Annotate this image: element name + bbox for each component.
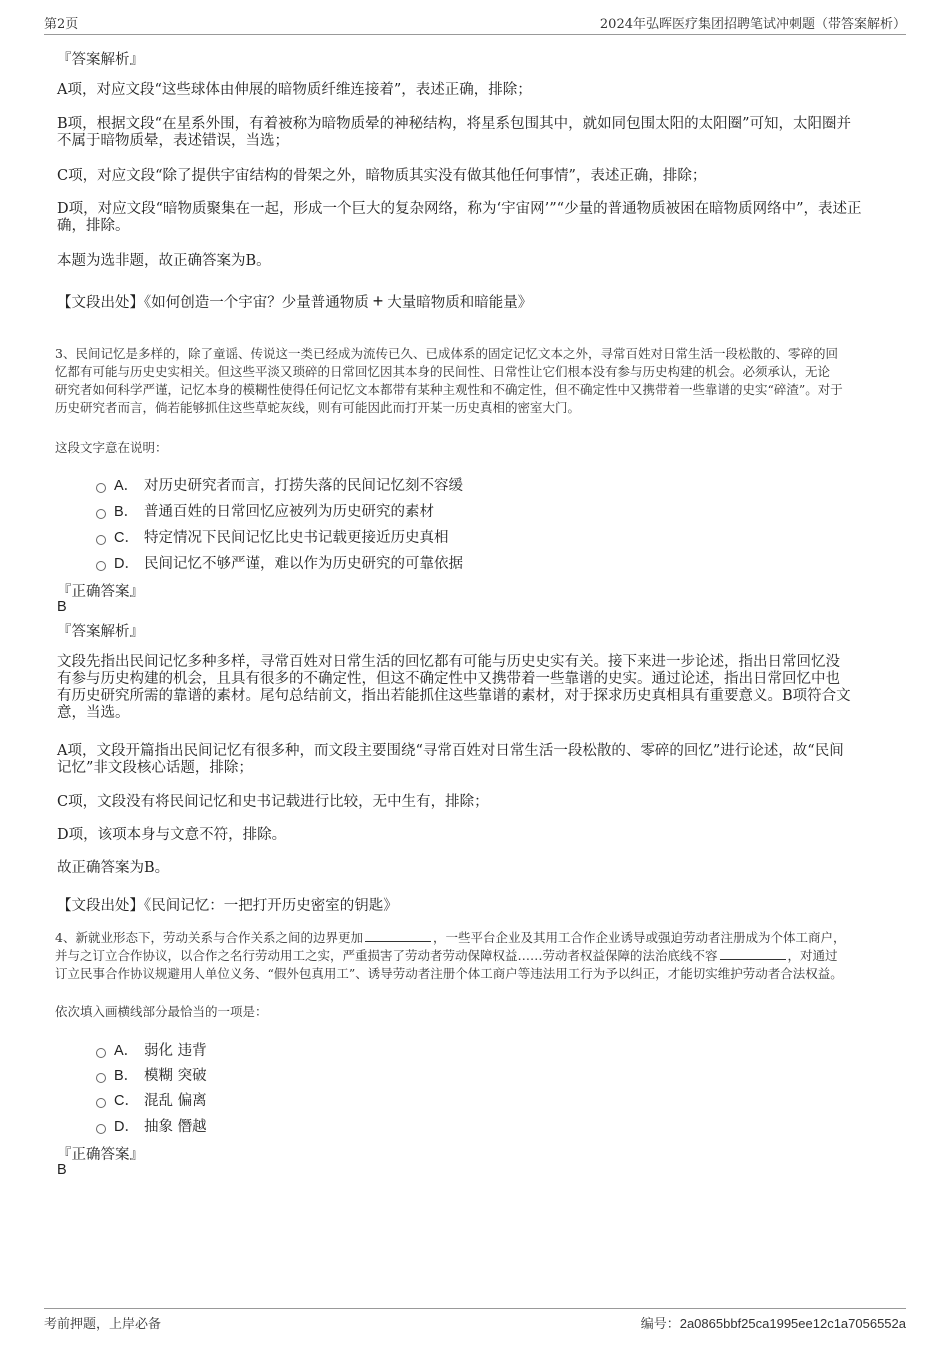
page-footer	[44, 1308, 906, 1332]
option-text: 模糊 突破	[144, 1068, 207, 1084]
radio-button[interactable]	[96, 535, 106, 545]
analysis-option-a	[57, 743, 897, 777]
fill-blank	[720, 947, 786, 960]
page-number: 第2页	[44, 17, 79, 32]
source-label: 【文段出处】	[57, 295, 144, 311]
option-letter: D．	[114, 1119, 139, 1135]
analysis-line: D项，对应文段“暗物质聚集在一起，形成一个巨大的复杂网络，称为‘宇宙网’”“少量的普通物质被困在暗物质网络中”，表述正	[57, 201, 862, 217]
option-letter: A．	[114, 1043, 139, 1059]
radio-button[interactable]	[96, 483, 106, 493]
source-title: 《民间记忆：一把打开历史密室的钥匙》	[144, 898, 398, 914]
page-header	[44, 14, 906, 35]
option-text: 特定情况下民间记忆比史书记载更接近历史真相	[144, 530, 449, 546]
radio-button[interactable]	[96, 509, 106, 519]
analysis-line: 记忆”非文段核心话题，排除；	[57, 760, 253, 776]
document-id-label: 编号：	[640, 1317, 680, 1332]
passage-line	[55, 947, 900, 965]
option-text: 弱化 违背	[144, 1043, 207, 1059]
question-4-option-b[interactable]	[96, 1064, 207, 1085]
option-text: 抽象 僭越	[144, 1119, 207, 1135]
passage-text: 并与之订立合作协议，以合作之名行劳动用工之实，严重损害了劳动者劳动保障权益……劳动者权益保障的法治底线不容	[55, 948, 718, 963]
document-id	[641, 1313, 906, 1332]
source-plus: +	[372, 291, 384, 311]
fill-blank	[365, 929, 431, 942]
analysis-conclusion: 本题为选非题，故正确答案为B。	[57, 253, 271, 269]
analysis-title: 『答案解析』	[57, 52, 144, 68]
question-3-prompt: 这段文字意在说明：	[55, 440, 168, 455]
option-text: 普通百姓的日常回忆应被列为历史研究的素材	[144, 504, 434, 520]
passage-text: ，一些平台企业及其用工合作企业诱导或强迫劳动者注册成为个体工商户，	[432, 930, 846, 945]
source-label: 【文段出处】	[57, 898, 144, 914]
correct-answer-title: 『正确答案』	[57, 1147, 144, 1163]
question-4-option-a[interactable]	[96, 1039, 207, 1060]
analysis-line: 确，排除。	[57, 218, 130, 234]
analysis-line: 意，当选。	[57, 705, 130, 721]
passage-line: 研究者如何科学严谨，记忆本身的模糊性使得任何记忆文本都带有某种主观性和不确定性，但不确定性中又携带着一些靠谱的史实“碎渣”。对于	[55, 382, 843, 397]
document-title: 2024年弘晖医疗集团招聘笔试冲刺题（带答案解析）	[599, 17, 906, 32]
question-3-option-c[interactable]	[96, 526, 449, 547]
passage-text: ，对通过	[787, 948, 838, 963]
radio-button[interactable]	[96, 1124, 106, 1134]
question-4-passage	[55, 929, 900, 983]
document-id-value: 2a0865bbf25ca1995ee12c1a7056552a	[679, 1316, 906, 1331]
option-text: 混乱 偏离	[144, 1093, 207, 1109]
option-letter: B．	[114, 504, 139, 520]
passage-line: 历史研究者而言，倘若能够抓住这些草蛇灰线，则有可能因此而打开某一历史真相的密室大门。	[55, 400, 581, 415]
question-4-option-c[interactable]	[96, 1089, 207, 1110]
question-4-prompt: 依次填入画横线部分最恰当的一项是：	[55, 1004, 268, 1019]
correct-answer: B	[57, 599, 67, 615]
option-letter: C．	[114, 1093, 139, 1109]
question-3-option-b[interactable]	[96, 500, 434, 521]
question-3-option-a[interactable]	[96, 474, 463, 495]
option-letter: C．	[114, 530, 139, 546]
passage-line: 订立民事合作协议规避用人单位义务、“假外包真用工”、诱导劳动者注册个体工商户等违法用工行为予以纠正，才能切实维护劳动者合法权益。	[55, 966, 843, 981]
passage-line	[55, 929, 900, 947]
analysis-option-d: D项，该项本身与文意不符，排除。	[57, 827, 287, 843]
passage-source	[57, 291, 532, 312]
source-title-part2: 大量暗物质和暗能量》	[387, 295, 533, 311]
analysis-line: B项，根据文段“在星系外围，有着被称为暗物质晕的神秘结构，将星系包围其中，就如同包围太阳的太阳圈”可知，太阳圈并	[57, 116, 851, 132]
option-letter: D．	[114, 556, 139, 572]
radio-button[interactable]	[96, 1098, 106, 1108]
analysis-conclusion: 故正确答案为B。	[57, 860, 170, 876]
radio-button[interactable]	[96, 1073, 106, 1083]
source-title-part1: 《如何创造一个宇宙？少量普通物质	[144, 295, 369, 311]
analysis-line: 有历史研究所需的靠谱的素材。尾句总结前文，指出若能抓住这些靠谱的素材，对于探求历史真相具有重要意义。B项符合文	[57, 688, 851, 704]
correct-answer-title: 『正确答案』	[57, 584, 144, 600]
correct-answer: B	[57, 1162, 67, 1178]
passage-line: 3、民间记忆是多样的，除了童谣、传说这一类已经成为流传已久、已成体系的固定记忆文本之外，寻常百姓对日常生活一段松散的、零碎的回	[55, 346, 838, 361]
analysis-line: 文段先指出民间记忆多种多样，寻常百姓对日常生活的回忆都有可能与历史史实有关。接下来进一步论述，指出日常回忆没	[57, 654, 840, 670]
question-4-option-d[interactable]	[96, 1115, 207, 1136]
question-3-passage	[55, 345, 900, 417]
option-text: 民间记忆不够严谨，难以作为历史研究的可靠依据	[144, 556, 463, 572]
analysis-line: 不属于暗物质晕，表述错误，当选；	[57, 133, 289, 149]
analysis-option-a: A项，对应文段“这些球体由伸展的暗物质纤维连接着”，表述正确，排除；	[57, 82, 532, 98]
analysis-option-d	[57, 201, 897, 235]
option-text: 对历史研究者而言，打捞失落的民间记忆刻不容缓	[144, 478, 463, 494]
analysis-option-c: C项，对应文段“除了提供宇宙结构的骨架之外，暗物质其实没有做其他任何事情”，表述正确，排除；	[57, 168, 707, 184]
passage-line: 忆都有可能与历史史实相关。但这些平淡又琐碎的日常回忆因其本身的民间性、日常性让它们根本没有参与历史构建的机会。必须承认，无论	[55, 364, 831, 379]
radio-button[interactable]	[96, 1048, 106, 1058]
analysis-line: A项，文段开篇指出民间记忆有很多种，而文段主要围绕“寻常百姓对日常生活一段松散的、零碎的回忆”进行论述，故“民间	[57, 743, 844, 759]
analysis-title: 『答案解析』	[57, 624, 144, 640]
analysis-option-b	[57, 116, 897, 150]
passage-source	[57, 894, 398, 915]
radio-button[interactable]	[96, 561, 106, 571]
passage-text: 4、新就业形态下，劳动关系与合作关系之间的边界更加	[55, 930, 363, 945]
analysis-line: 有参与历史构建的机会，且具有很多的不确定性，但这不确定性中又携带着一些靠谱的史实。通过论述，指出日常回忆中也	[57, 671, 840, 687]
question-3-option-d[interactable]	[96, 552, 463, 573]
option-letter: B．	[114, 1068, 139, 1084]
analysis-option-c: C项，文段没有将民间记忆和史书记载进行比较，无中生有，排除；	[57, 794, 489, 810]
analysis-summary	[57, 654, 897, 722]
option-letter: A．	[114, 478, 139, 494]
footer-slogan: 考前押题，上岸必备	[44, 1317, 162, 1332]
